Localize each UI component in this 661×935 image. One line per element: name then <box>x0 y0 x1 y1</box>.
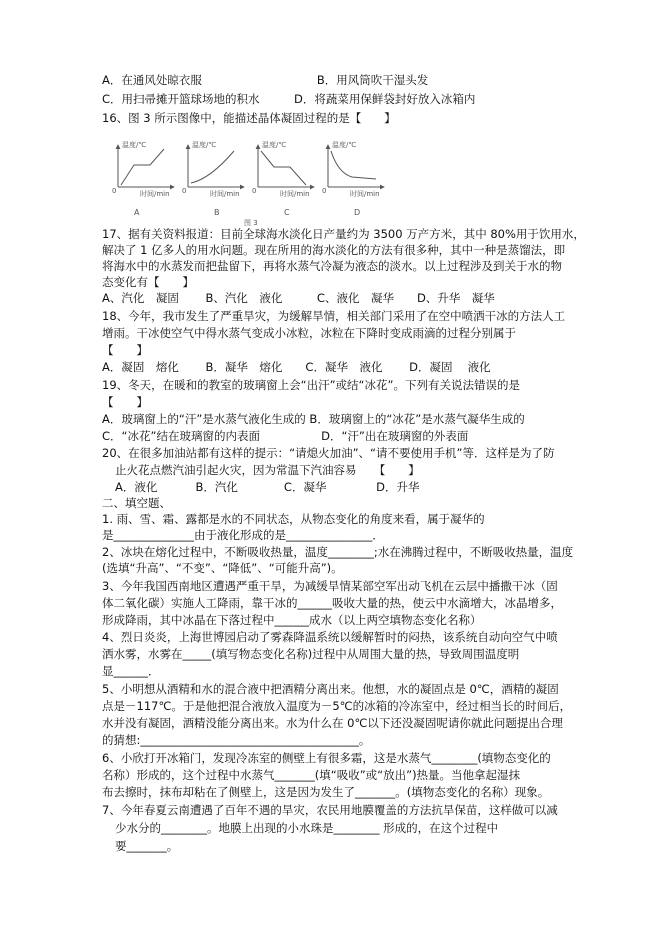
text-line: A．凝固 熔化 B．凝华 熔化 C．凝华 液化 D．凝固 液化 <box>102 360 491 374</box>
text-line: A．液化 B．汽化 C．凝华 D．升华 <box>115 480 420 494</box>
text-line: 二、填空题、 <box>102 496 171 510</box>
text-line: 解决了 1 亿多人的用水问题。现在所用的海水淡化的方法有很多种，其中一种是蒸馏法，即 <box>102 243 566 257</box>
temperature-time-graphs <box>112 135 397 227</box>
text-line: 20、在很多加油站都有这样的提示：“请熄火加油”、“请不要使用手机”等．这样是为了防 <box>102 446 555 460</box>
label-c: C <box>284 208 290 217</box>
label-a: A <box>134 208 140 217</box>
text-line: 形成降雨，其中冰晶在下落过程中______成水（以上两空填物态变化名称） <box>102 613 482 627</box>
text-line: 【 】 <box>102 395 148 409</box>
figure-caption: 图 3 <box>244 219 258 227</box>
origin-c: 0 <box>252 187 257 195</box>
label-b: B <box>214 208 220 217</box>
graph-b <box>182 140 244 217</box>
text-line: 4、烈日炎炎，上海世博园启动了雾森降温系统以缓解暂时的闷热，该系统自动向空气中喷 <box>102 630 558 644</box>
xlabel-c: 时间/min <box>280 190 310 198</box>
text-line: 6、小欣打开冰箱门，发现冷冻室的侧壁上有很多霜，这是水蒸气________(填物态变化的 <box>102 751 551 765</box>
graph-a <box>112 140 174 217</box>
text-line: 17、据有关资料报道：目前全球海水淡化日产量约为 3500 万产方米，其中 80%用于饮用水， <box>102 227 585 241</box>
text-line: 16、图 3 所示图像中，能描述晶体凝固过程的是【 】 <box>102 111 396 125</box>
text-line: 点是－117℃。于是他把混合液放入温度为－5℃的冰箱的冷冻室中，经过相当长的时间后， <box>102 699 572 713</box>
ylabel-d: 温度/℃ <box>332 141 357 149</box>
text-line: 3、今年我国西南地区遭遇严重干旱，为减缓旱情某部空军出动飞机在云层中播撒干冰（固 <box>102 579 558 593</box>
text-line: 2、冰块在熔化过程中，不断吸收热量，温度________;水在沸腾过程中，不断吸收热量，温度 <box>102 545 574 559</box>
text-line: 名称）形成的，这个过程中水蒸气_______(填“吸收”或“放出”)热量。当他拿起湿抹 <box>102 768 521 782</box>
text-line: 18、今年，我市发生了严重旱灾，为缓解旱情，相关部门采用了在空中喷洒干冰的方法人工 <box>102 309 566 323</box>
graph-c <box>252 140 314 217</box>
text-line: 止火花点燃汽油引起火灾，因为常温下汽油容易 【 】 <box>115 463 420 477</box>
text-line: A、汽化 凝固 B、汽化 液化 C、液化 凝华 D、升华 凝华 <box>102 291 495 305</box>
origin-a: 0 <box>112 187 117 195</box>
xlabel-b: 时间/min <box>210 190 240 198</box>
text-line: 水并没有凝固，酒精没能分离出来。水为什么在 0℃以下还没凝固呢请你就此问题提出合理 <box>102 716 563 730</box>
text-line: 19、冬天，在暖和的教室的玻璃窗上会“出汗”或结“冰花”。下列有关说法错误的是 <box>102 378 520 392</box>
text-line: C．“冰花”结在玻璃窗的内表面 D．“汗”出在玻璃窗的外表面 <box>102 429 469 443</box>
text-line: 是______________由于液化形成的是_______________． <box>102 528 384 542</box>
text-line: 【 】 <box>102 343 148 357</box>
text-line: 7、今年春夏云南遭遇了百年不遇的旱灾，农民用地膜覆盖的方法抗旱保苗，这样做可以减 <box>102 803 558 817</box>
text-line: 1. 雨、雪、霜、露都是水的不同状态，从物态变化的角度来看，属于凝华的 <box>102 512 485 526</box>
text-line: 增雨。干冰使空气中得水蒸气变成小冰粒，冰粒在下降时变成雨滴的过程分别属于 <box>102 326 516 340</box>
ylabel-a: 温度/℃ <box>122 141 147 149</box>
origin-b: 0 <box>182 187 187 195</box>
text-line: 态变化有【 】 <box>102 275 194 289</box>
text-line: C．用扫帚摊开篮球场地的积水 D．将蔬菜用保鲜袋封好放入冰箱内 <box>102 92 476 106</box>
text-line: 体二氧化碳）实施人工降雨，靠干冰的______吸收大量的热，使云中水滴增大，冰晶增多， <box>102 596 562 610</box>
text-line: A．玻璃窗上的“汗”是水蒸气液化生成的 B．玻璃窗上的“冰花”是水蒸气凝华生成的 <box>102 412 525 426</box>
text-line: 洒水雾，水雾在_____(填写物态变化名称)过程中从周围大量的热，导致周围温度明 <box>102 647 520 661</box>
xlabel-a: 时间/min <box>140 190 170 198</box>
text-line: 要_______。 <box>115 839 179 853</box>
graph-d <box>322 140 384 217</box>
ylabel-c: 温度/℃ <box>262 141 287 149</box>
ylabel-b: 温度/℃ <box>192 141 217 149</box>
xlabel-d: 时间/min <box>350 190 380 198</box>
text-line: 将海水中的水蒸发而把盐留下，再将水蒸气冷凝为液态的淡水。以上过程涉及到关于水的物 <box>102 259 562 273</box>
label-d: D <box>354 208 361 217</box>
text-line: (选填“升高”、“不变”、“降低”、“可能升高”)。 <box>102 561 343 575</box>
text-line: 少水分的________。地膜上出现的小水珠是________ 形成的，在这个过程中 <box>115 821 499 835</box>
origin-d: 0 <box>322 187 327 195</box>
text-line: 显______． <box>102 664 160 678</box>
text-line: A．在通风处晾衣服 B．用风筒吹干湿头发 <box>102 73 429 87</box>
figure-3 <box>112 135 397 227</box>
text-line: 5、小明想从酒精和水的混合液中把酒精分离出来。他想，水的凝固点是 0℃，酒精的凝固 <box>102 682 559 696</box>
text-line: 的猜想:______________________________________。 <box>102 733 371 747</box>
text-line: 布去擦时，抹布却粘在了侧壁上，这是因为发生了_______。(填物态变化的名称）现象。 <box>102 785 550 799</box>
